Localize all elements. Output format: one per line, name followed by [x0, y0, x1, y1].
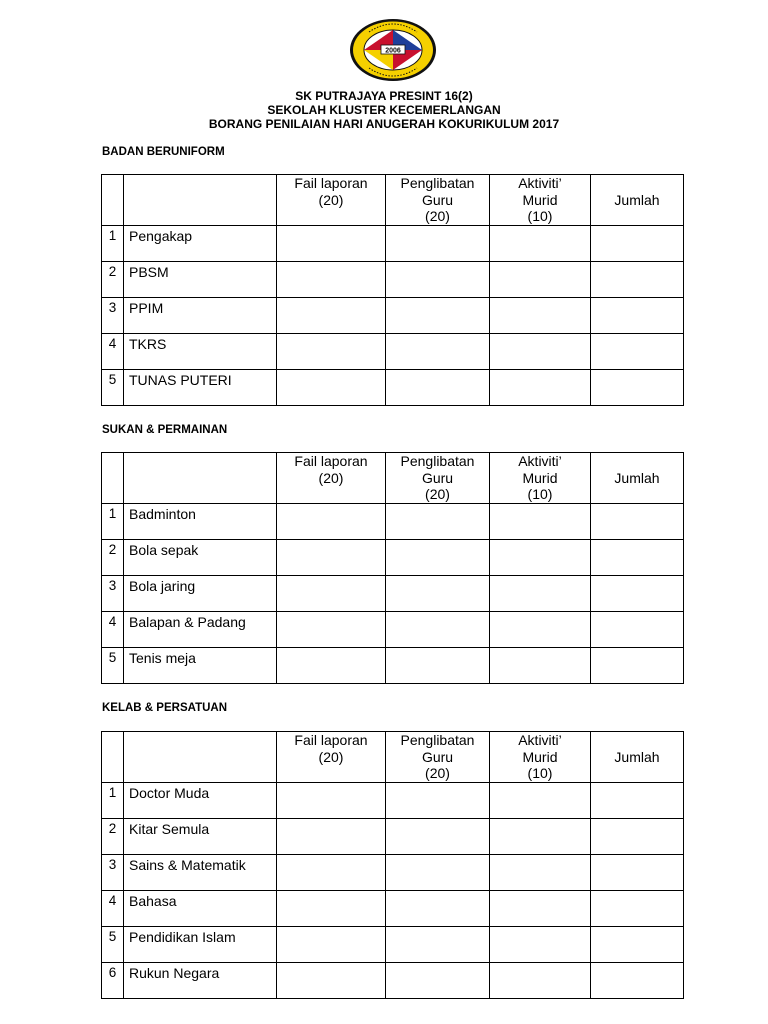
fail-laporan-score-cell[interactable]: [277, 576, 386, 612]
fail-laporan-score-cell[interactable]: [277, 504, 386, 540]
fail-laporan-score-cell[interactable]: [277, 927, 386, 963]
aktiviti-murid-score-cell[interactable]: [490, 504, 591, 540]
row-activity-name: PPIM: [124, 298, 277, 334]
aktiviti-murid-score-cell[interactable]: [490, 540, 591, 576]
penglibatan-guru-score-cell[interactable]: [386, 540, 490, 576]
row-activity-name: Pengakap: [124, 226, 277, 262]
aktiviti-murid-score-cell[interactable]: [490, 819, 591, 855]
aktiviti-murid-score-cell[interactable]: [490, 334, 591, 370]
header-jumlah: Jumlah: [591, 732, 684, 783]
row-number: 4: [102, 891, 124, 927]
row-number: 1: [102, 783, 124, 819]
table-row: [102, 370, 684, 406]
header-aktiviti-murid: [490, 453, 591, 504]
aktiviti-murid-score-cell[interactable]: [490, 891, 591, 927]
evaluation-table: [101, 731, 684, 999]
fail-laporan-score-cell[interactable]: [277, 334, 386, 370]
jumlah-score-cell[interactable]: [591, 262, 684, 298]
penglibatan-guru-score-cell[interactable]: [386, 891, 490, 927]
header-aktiviti-murid-line: Murid: [522, 748, 558, 765]
table-row: [102, 298, 684, 334]
header-penglibatan-guru-line: Guru: [421, 469, 454, 486]
jumlah-score-cell[interactable]: [591, 783, 684, 819]
aktiviti-murid-score-cell[interactable]: [490, 612, 591, 648]
aktiviti-murid-score-cell[interactable]: [490, 262, 591, 298]
jumlah-score-cell[interactable]: [591, 504, 684, 540]
fail-laporan-score-cell[interactable]: [277, 819, 386, 855]
header-aktiviti-murid-line: (10): [527, 486, 553, 502]
aktiviti-murid-score-cell[interactable]: [490, 298, 591, 334]
table-row: [102, 334, 684, 370]
form-title: BORANG PENILAIAN HARI ANUGERAH KOKURIKULUM 2017: [208, 117, 560, 131]
row-activity-name: Tenis meja: [124, 648, 277, 684]
section-title: KELAB & PERSATUAN: [102, 702, 228, 714]
header-jumlah: Jumlah: [591, 453, 684, 504]
table-row: [102, 540, 684, 576]
fail-laporan-score-cell[interactable]: [277, 855, 386, 891]
penglibatan-guru-score-cell[interactable]: [386, 298, 490, 334]
jumlah-score-cell[interactable]: [591, 334, 684, 370]
header-aktiviti-murid-line: Murid: [522, 469, 558, 486]
jumlah-score-cell[interactable]: [591, 370, 684, 406]
section-title: SUKAN & PERMAINAN: [102, 424, 228, 436]
header-aktiviti-murid: [490, 732, 591, 783]
fail-laporan-score-cell[interactable]: [277, 891, 386, 927]
header-no-cell: [102, 175, 124, 226]
header-penglibatan-guru-line: Penglibatan: [400, 175, 475, 191]
fail-laporan-score-cell[interactable]: [277, 298, 386, 334]
row-activity-name: TUNAS PUTERI: [124, 370, 277, 406]
jumlah-score-cell[interactable]: [591, 648, 684, 684]
table-row: [102, 891, 684, 927]
table-row: [102, 963, 684, 999]
table-row: [102, 783, 684, 819]
row-number: 5: [102, 648, 124, 684]
penglibatan-guru-score-cell[interactable]: [386, 370, 490, 406]
row-activity-name: Sains & Matematik: [124, 855, 277, 891]
row-number: 2: [102, 262, 124, 298]
header-aktiviti-murid-line: Aktiviti’: [518, 732, 562, 748]
school-subtitle: SEKOLAH KLUSTER KECEMERLANGAN: [267, 103, 501, 117]
row-number: 6: [102, 963, 124, 999]
header-aktiviti-murid-line: Aktiviti’: [518, 175, 562, 191]
school-name: SK PUTRAJAYA PRESINT 16(2): [295, 89, 473, 103]
penglibatan-guru-score-cell[interactable]: [386, 612, 490, 648]
fail-laporan-score-cell[interactable]: [277, 783, 386, 819]
evaluation-table: [101, 174, 684, 406]
row-number: 1: [102, 226, 124, 262]
row-activity-name: Rukun Negara: [124, 963, 277, 999]
table-row: [102, 576, 684, 612]
penglibatan-guru-score-cell[interactable]: [386, 576, 490, 612]
header-aktiviti-murid-line: Murid: [522, 191, 558, 208]
header-fail-laporan-line: Fail laporan: [294, 732, 368, 748]
header-no-cell: [102, 732, 124, 783]
table-header-row: [102, 732, 684, 783]
fail-laporan-score-cell[interactable]: [277, 963, 386, 999]
row-number: 3: [102, 855, 124, 891]
row-activity-name: Bola jaring: [124, 576, 277, 612]
row-activity-name: Pendidikan Islam: [124, 927, 277, 963]
penglibatan-guru-score-cell[interactable]: [386, 783, 490, 819]
header-fail-laporan-line: (20): [318, 191, 344, 208]
header-fail-laporan-line: (20): [318, 748, 344, 765]
row-number: 5: [102, 927, 124, 963]
row-number: 4: [102, 612, 124, 648]
penglibatan-guru-score-cell[interactable]: [386, 334, 490, 370]
row-activity-name: Doctor Muda: [124, 783, 277, 819]
jumlah-score-cell[interactable]: [591, 855, 684, 891]
row-activity-name: TKRS: [124, 334, 277, 370]
header-aktiviti-murid-line: Aktiviti’: [518, 453, 562, 469]
penglibatan-guru-score-cell[interactable]: [386, 819, 490, 855]
section-title: BADAN BERUNIFORM: [102, 146, 225, 158]
row-activity-name: PBSM: [124, 262, 277, 298]
row-number: 2: [102, 540, 124, 576]
aktiviti-murid-score-cell[interactable]: [490, 927, 591, 963]
penglibatan-guru-score-cell[interactable]: [386, 855, 490, 891]
jumlah-score-cell[interactable]: [591, 612, 684, 648]
jumlah-score-cell[interactable]: [591, 576, 684, 612]
fail-laporan-score-cell[interactable]: [277, 226, 386, 262]
jumlah-score-cell[interactable]: [591, 226, 684, 262]
table-row: [102, 226, 684, 262]
penglibatan-guru-score-cell[interactable]: [386, 963, 490, 999]
header-name-cell: [124, 175, 277, 226]
header-penglibatan-guru: [386, 453, 490, 504]
jumlah-score-cell[interactable]: [591, 927, 684, 963]
row-number: 5: [102, 370, 124, 406]
header-penglibatan-guru: [386, 732, 490, 783]
fail-laporan-score-cell[interactable]: [277, 612, 386, 648]
fail-laporan-score-cell[interactable]: [277, 540, 386, 576]
jumlah-score-cell[interactable]: [591, 963, 684, 999]
header-fail-laporan-line: Fail laporan: [294, 175, 368, 191]
table-row: [102, 262, 684, 298]
header-penglibatan-guru-line: Guru: [421, 191, 454, 208]
penglibatan-guru-score-cell[interactable]: [386, 648, 490, 684]
header-penglibatan-guru-line: (20): [425, 765, 450, 781]
header-fail-laporan: [277, 175, 386, 226]
table-header-row: [102, 175, 684, 226]
table-row: [102, 612, 684, 648]
fail-laporan-score-cell[interactable]: [277, 370, 386, 406]
header-name-cell: [124, 453, 277, 504]
header-penglibatan-guru-line: Guru: [421, 748, 454, 765]
jumlah-score-cell[interactable]: [591, 298, 684, 334]
header-fail-laporan-line: Fail laporan: [294, 453, 368, 469]
jumlah-score-cell[interactable]: [591, 819, 684, 855]
fail-laporan-score-cell[interactable]: [277, 262, 386, 298]
aktiviti-murid-score-cell[interactable]: [490, 963, 591, 999]
table-row: [102, 819, 684, 855]
aktiviti-murid-score-cell[interactable]: [490, 648, 591, 684]
header-aktiviti-murid: [490, 175, 591, 226]
row-number: 2: [102, 819, 124, 855]
penglibatan-guru-score-cell[interactable]: [386, 262, 490, 298]
penglibatan-guru-score-cell[interactable]: [386, 504, 490, 540]
table-row: [102, 927, 684, 963]
aktiviti-murid-score-cell[interactable]: [490, 783, 591, 819]
jumlah-score-cell[interactable]: [591, 540, 684, 576]
header-no-cell: [102, 453, 124, 504]
header-penglibatan-guru: [386, 175, 490, 226]
header-name-cell: [124, 732, 277, 783]
aktiviti-murid-score-cell[interactable]: [490, 576, 591, 612]
header-penglibatan-guru-line: Penglibatan: [400, 732, 475, 748]
row-activity-name: Badminton: [124, 504, 277, 540]
header-aktiviti-murid-line: (10): [527, 765, 553, 781]
row-activity-name: Bola sepak: [124, 540, 277, 576]
jumlah-score-cell[interactable]: [591, 891, 684, 927]
header-fail-laporan: [277, 732, 386, 783]
table-row: [102, 648, 684, 684]
crest-year: 2006: [385, 47, 401, 55]
table-row: [102, 855, 684, 891]
header-fail-laporan: [277, 453, 386, 504]
row-activity-name: Balapan & Padang: [124, 612, 277, 648]
row-number: 3: [102, 298, 124, 334]
aktiviti-murid-score-cell[interactable]: [490, 855, 591, 891]
penglibatan-guru-score-cell[interactable]: [386, 927, 490, 963]
header-penglibatan-guru-line: (20): [425, 486, 450, 502]
aktiviti-murid-score-cell[interactable]: [490, 226, 591, 262]
school-crest-logo: [349, 18, 437, 82]
header-fail-laporan-line: (20): [318, 469, 344, 486]
header-penglibatan-guru-line: (20): [425, 208, 450, 224]
row-activity-name: Bahasa: [124, 891, 277, 927]
header-aktiviti-murid-line: (10): [527, 208, 553, 224]
table-row: [102, 504, 684, 540]
aktiviti-murid-score-cell[interactable]: [490, 370, 591, 406]
table-header-row: [102, 453, 684, 504]
penglibatan-guru-score-cell[interactable]: [386, 226, 490, 262]
header-jumlah: Jumlah: [591, 175, 684, 226]
row-number: 3: [102, 576, 124, 612]
evaluation-table: [101, 452, 684, 684]
row-activity-name: Kitar Semula: [124, 819, 277, 855]
row-number: 1: [102, 504, 124, 540]
row-number: 4: [102, 334, 124, 370]
header-penglibatan-guru-line: Penglibatan: [400, 453, 475, 469]
fail-laporan-score-cell[interactable]: [277, 648, 386, 684]
